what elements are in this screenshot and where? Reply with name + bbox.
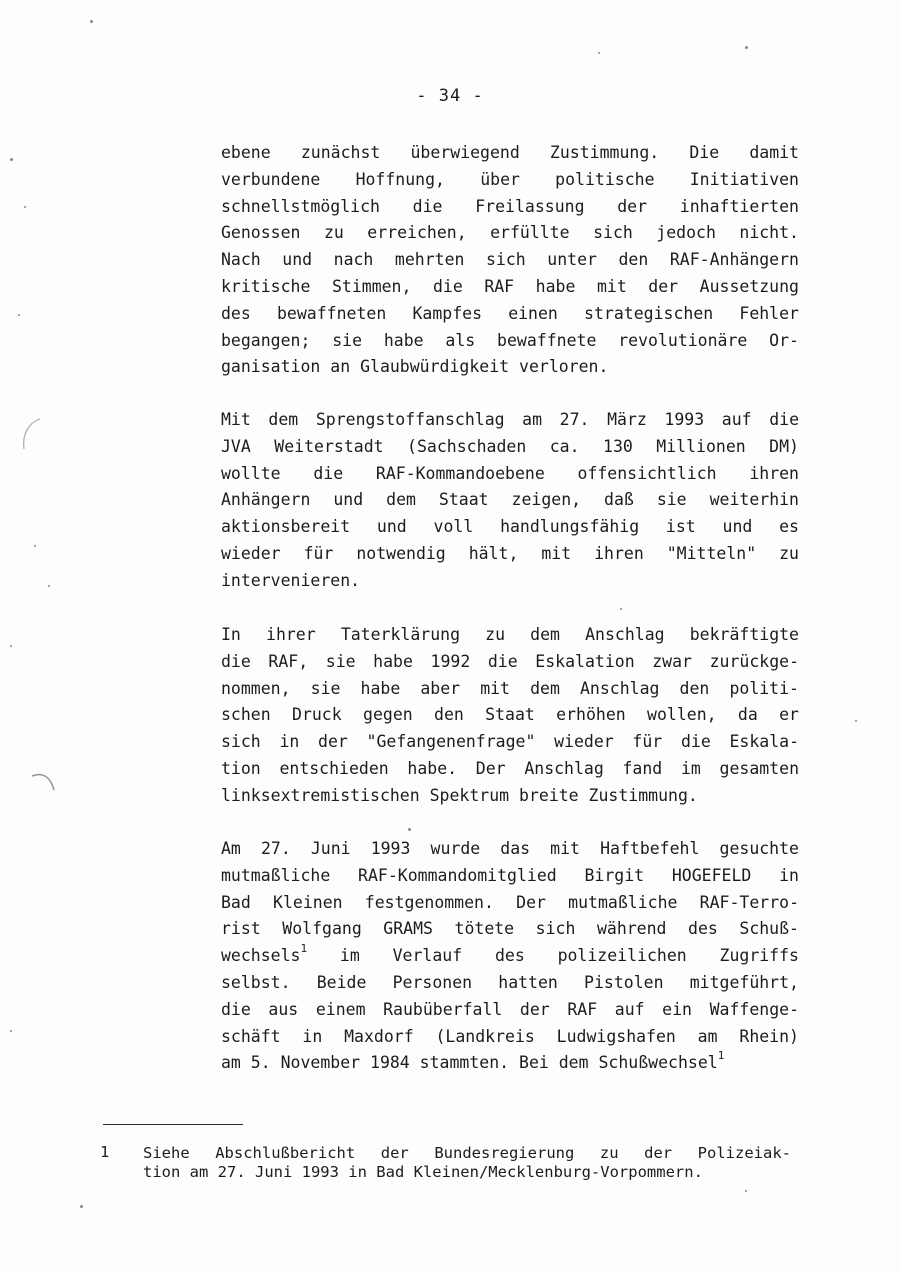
text-line: JVA Weiterstadt (Sachschaden ca. 130 Millionen DM) xyxy=(221,436,799,456)
text-line: die RAF, sie habe 1992 die Eskalation zwar zurückge- xyxy=(221,651,799,671)
paragraph-4 xyxy=(221,836,799,1077)
text-line-with-footnote-ref xyxy=(221,943,799,970)
footnote-line: tion am 27. Juni 1993 in Bad Kleinen/Mecklenburg-Vorpommern. xyxy=(143,1163,703,1181)
scan-mark-left-lower xyxy=(30,768,60,798)
text-line: verbundene Hoffnung, über politische Initiativen xyxy=(221,169,799,189)
text-line: intervenieren. xyxy=(221,570,361,590)
text-fragment: im Verlauf des polizeilichen Zugriffs xyxy=(307,946,799,966)
text-line: ebene zunächst überwiegend Zustimmung. Die damit xyxy=(221,143,799,162)
text-line: tion entschieden habe. Der Anschlag fand im gesamten xyxy=(221,758,799,778)
text-line: mutmaßliche RAF-Kommandomitglied Birgit HOGEFELD in xyxy=(221,865,799,885)
text-fragment: am 5. November 1984 stammten. Bei dem Schußwechsel xyxy=(221,1053,718,1073)
footnote-reference[interactable]: 1 xyxy=(300,942,308,956)
text-line: selbst. Beide Personen hatten Pistolen mitgeführt, xyxy=(221,972,799,992)
paragraph-2 xyxy=(221,407,799,595)
text-line: begangen; sie habe als bewaffnete revolutionäre Or- xyxy=(221,330,799,350)
text-line: wieder für notwendig hält, mit ihren "Mitteln" zu xyxy=(221,543,799,563)
text-line: Nach und nach mehrten sich unter den RAF-Anhängern xyxy=(221,250,799,270)
text-line: die aus einem Raubüberfall der RAF auf ein Waffenge- xyxy=(221,999,799,1019)
footnote-divider xyxy=(103,1124,243,1125)
text-line: In ihrer Taterklärung zu dem Anschlag bekräftigte xyxy=(221,625,799,644)
text-line: Genossen zu erreichen, erfüllte sich jedoch nicht. xyxy=(221,223,799,243)
text-line: rist Wolfgang GRAMS tötete sich während des Schuß- xyxy=(221,919,799,939)
scan-mark-left-upper xyxy=(16,415,46,455)
text-line: wollte die RAF-Kommandoebene offensichtlich ihren xyxy=(221,463,799,483)
paragraph-3 xyxy=(221,622,799,810)
text-line: schäft in Maxdorf (Landkreis Ludwigshafen am Rhein) xyxy=(221,1026,799,1046)
text-line-with-footnote-ref xyxy=(221,1050,799,1077)
footnote-text xyxy=(143,1144,791,1182)
text-line: nommen, sie habe aber mit dem Anschlag den politi- xyxy=(221,678,799,698)
text-fragment: wechsels xyxy=(221,946,301,966)
text-line: linksextremistischen Spektrum breite Zustimmung. xyxy=(221,785,698,805)
text-line: schnellstmöglich die Freilassung der inhaftierten xyxy=(221,196,799,216)
paragraph-1 xyxy=(221,140,799,381)
footnote-number: 1 xyxy=(100,1143,110,1161)
footnote-line: Siehe Abschlußbericht der Bundesregierung zu der Polizeiak- xyxy=(143,1144,791,1162)
text-line: Am 27. Juni 1993 wurde das mit Haftbefehl gesuchte xyxy=(221,839,799,858)
page-number: - 34 - xyxy=(416,86,484,106)
text-line: schen Druck gegen den Staat erhöhen wollen, da er xyxy=(221,705,799,725)
text-line: sich in der "Gefangenenfrage" wieder für die Eskala- xyxy=(221,732,799,752)
text-line: kritische Stimmen, die RAF habe mit der Aussetzung xyxy=(221,276,799,296)
text-line: aktionsbereit und voll handlungsfähig ist und es xyxy=(221,517,799,537)
text-line: Anhängern und dem Staat zeigen, daß sie weiterhin xyxy=(221,490,799,510)
text-line: des bewaffneten Kampfes einen strategischen Fehler xyxy=(221,303,799,323)
text-line: ganisation an Glaubwürdigkeit verloren. xyxy=(221,357,609,377)
footnote-reference[interactable]: 1 xyxy=(717,1049,725,1063)
text-line: Mit dem Sprengstoffanschlag am 27. März 1993 auf die xyxy=(221,410,799,429)
text-line: Bad Kleinen festgenommen. Der mutmaßliche RAF-Terro- xyxy=(221,892,799,912)
